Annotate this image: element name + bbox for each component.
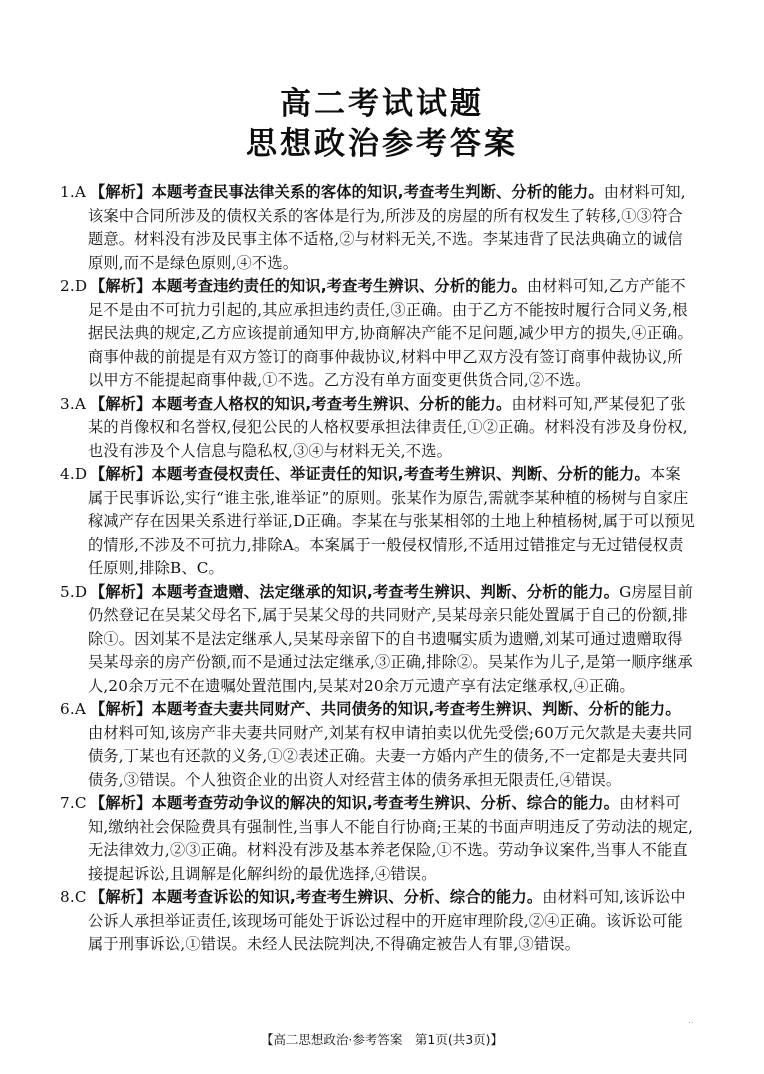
answer-item <box>60 181 696 275</box>
title-line-2: 思想政治参考答案 <box>246 126 518 162</box>
answer-list <box>60 181 696 957</box>
title-line-1: 高二考试试题 <box>280 86 484 122</box>
analysis-tag: 【解析】 <box>90 700 152 718</box>
analysis-lead: 本题考查民事法律关系的客体的知识,考查考生判断、分析的能力。 <box>151 183 604 201</box>
answer-number: 5.D <box>60 582 88 601</box>
analysis-tag: 【解析】 <box>90 183 152 201</box>
analysis-tag: 【解析】 <box>90 794 152 812</box>
analysis-lead: 本题考查劳动争议的解决的知识,考查考生辨识、分析、综合的能力。 <box>151 794 620 812</box>
answer-number: 3.A <box>60 394 87 413</box>
analysis-lead: 本题考查侵权责任、举证责任的知识,考查考生辨识、判断、分析的能力。 <box>151 465 650 483</box>
answer-number: 6.A <box>60 700 87 718</box>
analysis-lead: 本题考查遗赠、法定继承的知识,考查考生辨识、判断、分析的能力。 <box>151 582 620 601</box>
analysis-tag: 【解析】 <box>90 465 152 483</box>
analysis-body: 由材料可知,该案中合同所涉及的债权关系的客体是行为,所涉及的房屋的所有权发生了转移,①③符合题意。材料没有涉及民事主体不适格,②与材料无关,不选。李某违背了民法典确立的诚信原则,而不是绿色原则,④不选。 <box>88 183 686 272</box>
analysis-body: 由材料可知,该诉讼中公诉人承担举证责任,该现场可能处于诉讼过程中的开庭审理阶段,②④正确。该诉讼可能属于刑事诉讼,①错误。未经人民法院判决,不得确定被告人有罪,③错误。 <box>88 888 686 953</box>
analysis-body: 由材料可知,严某侵犯了张某的肖像权和名誉权,侵犯公民的人格权要承担法律责任,①②正确。材料没有涉及身份权,也没有涉及个人信息与隐私权,③④与材料无关,不选。 <box>88 394 688 460</box>
answer-item <box>60 886 696 957</box>
answer-number: 8.C <box>60 888 87 906</box>
analysis-body: G房屋目前仍然登记在吴某父母名下,属于吴某父母的共同财产,吴某母亲只能处置属于自己的份额,排除①。因刘某不是法定继承人,吴某母亲留下的自书遗嘱实质为遗赠,刘某可通过遗赠取得吴某母亲的房产份额,而不是通过法定继承,③正确,排除②。吴某作为儿子,是第一顺序继承人,20余万元不在遗嘱处置范围内,吴某对20余万元遗产享有法定继承权,④正确。 <box>88 582 694 695</box>
analysis-lead: 本题考查人格权的知识,考查考生辨识、分析的能力。 <box>151 394 512 413</box>
analysis-lead: 本题考查诉讼的知识,考查考生辨识、分析、综合的能力。 <box>151 888 543 906</box>
analysis-body: 由材料可知,乙方产能不足不是由不可抗力引起的,其应承担违约责任,③正确。由于乙方不能按时履行合同义务,根据民法典的规定,乙方应该提前通知甲方,协商解决产能不足问题,减少甲方的损失,④正确。商事仲裁的前提是有双方签订的商事仲裁协议,材料中甲乙双方没有签订商事仲裁协议,所以甲方不能提起商事仲裁,①不选。乙方没有单方面变更供货合同,②不选。 <box>88 277 693 389</box>
answer-item <box>60 393 696 464</box>
analysis-lead: 本题考查违约责任的知识,考查考生辨识、分析的能力。 <box>151 277 527 295</box>
page-footer: 【高二思想政治·参考答案 第1页(共3页)】 <box>260 1032 504 1047</box>
analysis-tag: 【解析】 <box>90 394 152 413</box>
analysis-tag: 【解析】 <box>90 888 152 906</box>
answer-number: 7.C <box>60 794 87 812</box>
answer-number: 4.D <box>60 465 88 483</box>
answer-item <box>60 792 696 886</box>
analysis-body: 由材料可知,该房产非夫妻共同财产,刘某有权申请拍卖以优先受偿;60万元欠款是夫妻共同债务,丁某也有还款的义务,①②表述正确。夫妻一方婚内产生的债务,不一定都是夫妻共同债务,③错误。个人独资企业的出资人对经营主体的债务承担无限责任,④错误。 <box>88 723 693 789</box>
answer-item <box>60 698 696 792</box>
answer-number: 2.D <box>60 277 88 295</box>
answer-number: 1.A <box>60 183 87 201</box>
analysis-body: 本案属于民事诉讼,实行“谁主张,谁举证”的原则。张某作为原告,需就李某种植的杨树与自家庄稼减产存在因果关系进行举证,D正确。李某在与张某相邻的土地上种植杨树,属于可以预见的情形,不涉及不可抗力,排除A。本案属于一般侵权情形,不适用过错推定与无过错侵权责任原则,排除B、C。 <box>88 465 696 577</box>
analysis-lead: 本题考查夫妻共同财产、共同债务的知识,考查考生辨识、判断、分析的能力。 <box>151 700 681 718</box>
answer-item <box>60 581 696 699</box>
answer-item <box>60 275 696 393</box>
analysis-tag: 【解析】 <box>90 582 152 601</box>
answer-item <box>60 463 696 581</box>
corner-mark: .. <box>688 1016 694 1026</box>
analysis-body: 由材料可知,缴纳社会保险费具有强制性,当事人不能自行协商;王某的书面声明违反了劳动法的规定,无法律效力,②③正确。材料没有涉及基本养老保险,①不选。劳动争议案件,当事人不能直接提起诉讼,且调解是化解纠纷的最优选择,④错误。 <box>88 794 694 883</box>
analysis-tag: 【解析】 <box>90 277 152 295</box>
